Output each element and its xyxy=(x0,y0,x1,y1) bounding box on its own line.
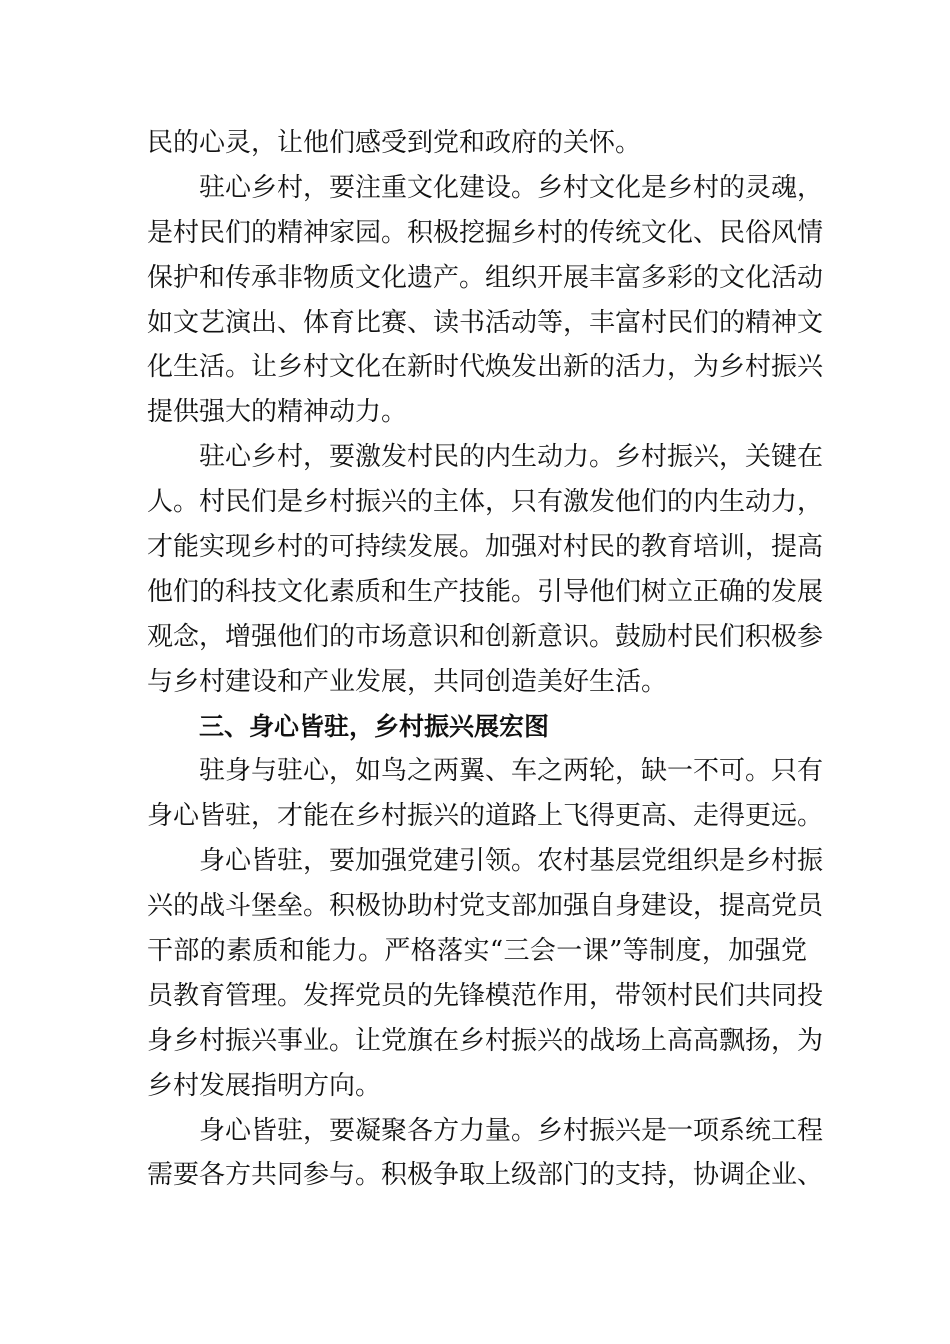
text-line: 需要各方共同参与。积极争取上级部门的支持，协调企业、 xyxy=(147,1160,824,1191)
text-line: 干部的素质和能力。严格落实“三会一课”等制度，加强党 xyxy=(147,936,807,967)
text-line: 是村民们的精神家园。积极挖掘乡村的传统文化、民俗风情 xyxy=(147,217,824,248)
text-line: 人。村民们是乡村振兴的主体，只有激发他们的内生动力， xyxy=(147,487,824,518)
text-line: 驻心乡村，要激发村民的内生动力。乡村振兴，关键在 xyxy=(199,442,824,473)
body-text xyxy=(147,121,824,1198)
text-line: 他们的科技文化素质和生产技能。引导他们树立正确的发展 xyxy=(147,576,824,607)
text-line: 如文艺演出、体育比赛、读书活动等，丰富村民们的精神文 xyxy=(147,307,824,338)
text-line: 身乡村振兴事业。让党旗在乡村振兴的战场上高高飘扬，为 xyxy=(147,1025,824,1056)
text-line: 观念，增强他们的市场意识和创新意识。鼓励村民们积极参 xyxy=(147,621,824,652)
text-line: 兴的战斗堡垒。积极协助村党支部加强自身建设，提高党员 xyxy=(147,891,824,922)
text-line: 化生活。让乡村文化在新时代焕发出新的活力，为乡村振兴 xyxy=(147,352,824,383)
text-line: 驻身与驻心，如鸟之两翼、车之两轮，缺一不可。只有 xyxy=(199,756,824,787)
text-line: 身心皆驻，要凝聚各方力量。乡村振兴是一项系统工程 xyxy=(199,1115,824,1146)
text-line: 提供强大的精神动力。 xyxy=(147,397,408,428)
text-line: 民的心灵，让他们感受到党和政府的关怀。 xyxy=(147,128,642,158)
text-line: 保护和传承非物质文化遗产。组织开展丰富多彩的文化活动 xyxy=(147,262,824,293)
text-line: 身心皆驻，要加强党建引领。农村基层党组织是乡村振 xyxy=(199,846,824,877)
text-line: 员教育管理。发挥党员的先锋模范作用，带领村民们共同投 xyxy=(147,980,824,1011)
text-line: 才能实现乡村的可持续发展。加强对村民的教育培训，提高 xyxy=(147,532,824,563)
text-line: 驻心乡村，要注重文化建设。乡村文化是乡村的灵魂， xyxy=(199,172,824,203)
section-heading: 三、身心皆驻，乡村振兴展宏图 xyxy=(199,711,550,741)
text-line: 乡村发展指明方向。 xyxy=(147,1070,382,1101)
text-line: 与乡村建设和产业发展，共同创造美好生活。 xyxy=(147,666,668,697)
text-line: 身心皆驻，才能在乡村振兴的道路上飞得更高、走得更远。 xyxy=(147,801,824,832)
